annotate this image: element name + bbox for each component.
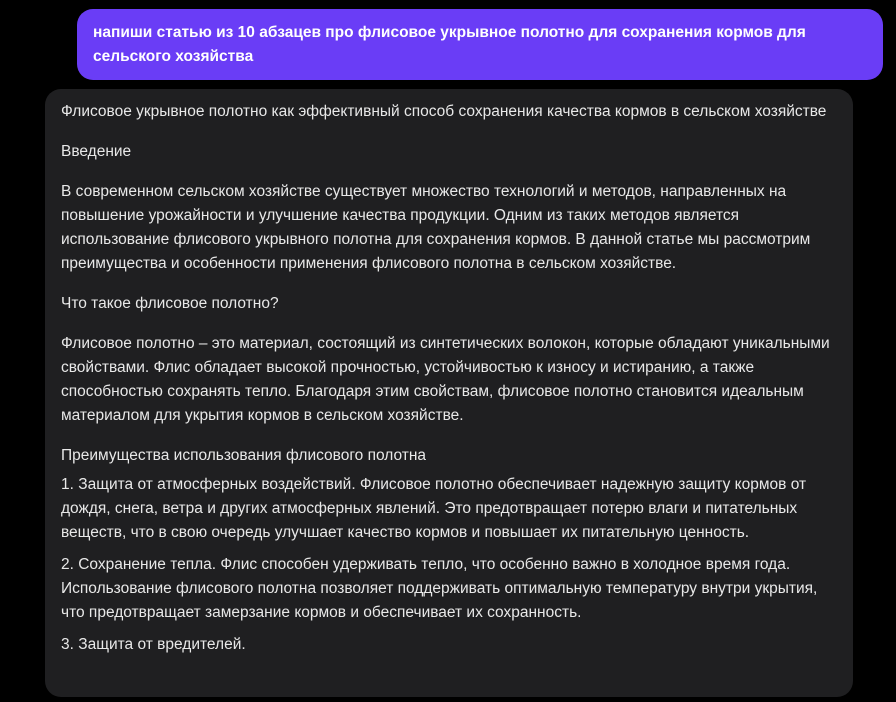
- benefit-item-1: 1. Защита от атмосферных воздействий. Флисовое полотно обеспечивает надежную защиту кормов от дождя, снега, ветра и других атмосферных явлений. Это предотвращает потерю влаги и питательных веществ, что в свою очередь улучшает качество кормов и повышает их питательную ценность.: [61, 476, 807, 541]
- benefits-heading: Преимущества использования флисового полотна: [61, 447, 427, 464]
- intro-paragraph: В современном сельском хозяйстве существует множество технологий и методов, направленных на повышение урожайности и улучшение качества продукции. Одним из таких методов является использование флисового укрывного полотна для сохранения кормов. В данной статье мы рассмотрим преимущества и особенности применения флисового полотна в сельском хозяйстве.: [61, 183, 811, 272]
- intro-heading: Введение: [61, 143, 132, 160]
- user-message-text: напиши статью из 10 абзацев про флисовое укрывное полотно для сохранения кормов для сельского хозяйства: [93, 24, 806, 65]
- what-is-heading: Что такое флисовое полотно?: [61, 295, 279, 312]
- benefit-item-2: 2. Сохранение тепла. Флис способен удерживать тепло, что особенно важно в холодное время года. Использование флисового полотна позволяет поддерживать оптимальную температуру внутри укрытия, что предотвращает замерзание кормов и обеспечивает их сохранность.: [61, 556, 818, 621]
- assistant-message-bubble: [45, 89, 853, 697]
- benefit-item-3: 3. Защита от вредителей.: [61, 636, 246, 653]
- article-title: Флисовое укрывное полотно как эффективный способ сохранения качества кормов в сельском хозяйстве: [61, 103, 827, 120]
- what-is-paragraph: Флисовое полотно – это материал, состоящий из синтетических волокон, которые обладают уникальными свойствами. Флис обладает высокой прочностью, устойчивостью к износу и истиранию, а также способностью сохранять тепло. Благодаря этим свойствам, флисовое полотно становится идеальным материалом для укрытия кормов в сельском хозяйстве.: [61, 335, 830, 424]
- user-message-bubble: [77, 9, 883, 80]
